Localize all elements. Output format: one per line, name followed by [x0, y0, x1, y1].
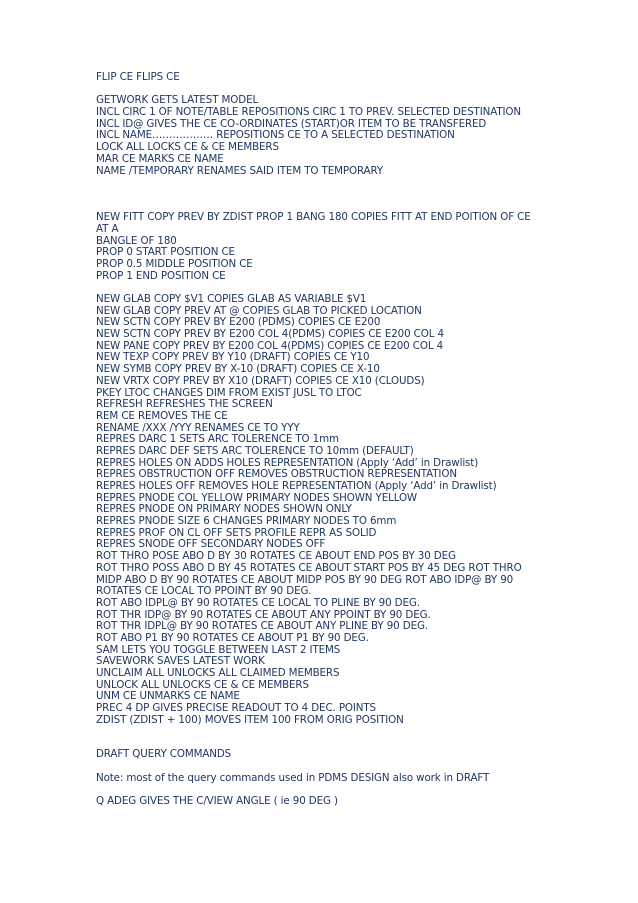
text-line: UNM CE UNMARKS CE NAME: [96, 690, 240, 703]
text-line: ROTATES CE LOCAL TO PPOINT BY 90 DEG.: [96, 585, 312, 598]
text-block-commands-1: [96, 95, 540, 177]
text-line: REFRESH REFRESHES THE SCREEN: [96, 398, 273, 411]
text-line: ROT ABO IDPL@ BY 90 ROTATES CE LOCAL TO PLINE BY 90 DEG.: [96, 596, 420, 609]
text-line: LOCK ALL LOCKS CE & CE MEMBERS: [96, 141, 279, 154]
text-line: AT A: [96, 222, 119, 235]
text-line: NAME /TEMPORARY RENAMES SAID ITEM TO TEMPORARY: [96, 164, 384, 177]
text-line: NEW FITT COPY PREV BY ZDIST PROP 1 BANG 180 COPIES FITT AT END POITION OF CE: [96, 211, 531, 224]
text-line: REPRES PNODE ON PRIMARY NODES SHOWN ONLY: [96, 503, 352, 516]
text-line: NEW VRTX COPY PREV BY X10 (DRAFT) COPIES CE X10 (CLOUDS): [96, 374, 425, 387]
text-line: SAM LETS YOU TOGGLE BETWEEN LAST 2 ITEMS: [96, 643, 341, 656]
text-line: MIDP ABO D BY 90 ROTATES CE ABOUT MIDP POS BY 90 DEG ROT ABO IDP@ BY 90: [96, 573, 514, 586]
text-line: REPRES HOLES OFF REMOVES HOLE REPRESENTATION (Apply ‘Add’ in Drawlist): [96, 480, 497, 492]
text-line: ROT THR IDP@ BY 90 ROTATES CE ABOUT ANY PPOINT BY 90 DEG.: [96, 608, 431, 621]
text-line: REPRES DARC DEF SETS ARC TOLERENCE TO 10mm (DEFAULT): [96, 444, 414, 457]
text-line: UNLOCK ALL UNLOCKS CE & CE MEMBERS: [96, 678, 309, 691]
text-line: PKEY LTOC CHANGES DIM FROM EXIST JUSL TO LTOC: [96, 386, 362, 399]
text-line: NEW SCTN COPY PREV BY E200 (PDMS) COPIES CE E200: [96, 316, 381, 329]
text-line: SAVEWORK SAVES LATEST WORK: [96, 655, 265, 668]
text-line: PROP 0.5 MIDDLE POSITION CE: [96, 257, 253, 270]
text-line: REPRES PROF ON CL OFF SETS PROFILE REPR AS SOLID: [96, 526, 377, 539]
text-line: GETWORK GETS LATEST MODEL: [96, 94, 259, 107]
text-line: NEW GLAB COPY $V1 COPIES GLAB AS VARIABLE $V1: [96, 293, 367, 305]
text-line: NEW SYMB COPY PREV BY X-10 (DRAFT) COPIES CE X-10: [96, 363, 380, 376]
text-line: ROT THR IDPL@ BY 90 ROTATES CE ABOUT ANY PLINE BY 90 DEG.: [96, 620, 428, 633]
document-page: [96, 72, 540, 808]
text-line: INCL CIRC 1 OF NOTE/TABLE REPOSITIONS CIRC 1 TO PREV. SELECTED DESTINATION: [96, 106, 521, 119]
text-line: REPRES SNODE OFF SECONDARY NODES OFF: [96, 538, 326, 551]
text-line: BANGLE OF 180: [96, 234, 177, 247]
text-line: REM CE REMOVES THE CE: [96, 409, 228, 422]
text-line: INCL ID@ GIVES THE CE CO-ORDINATES (START)OR ITEM TO BE TRANSFERED: [96, 117, 487, 130]
text-line: RENAME /XXX /YYY RENAMES CE TO YYY: [96, 421, 300, 434]
text-line: PROP 0 START POSITION CE: [96, 246, 235, 259]
text-line: PROP 1 END POSITION CE: [96, 269, 226, 282]
text-line: PREC 4 DP GIVES PRECISE READOUT TO 4 DEC. POINTS: [96, 702, 376, 715]
text-line: REPRES PNODE COL YELLOW PRIMARY NODES SHOWN YELLOW: [96, 491, 417, 504]
text-line: ROT THRO POSS ABO D BY 45 ROTATES CE ABOUT START POS BY 45 DEG ROT THRO: [96, 561, 522, 574]
text-line: NEW SCTN COPY PREV BY E200 COL 4(PDMS) COPIES CE E200 COL 4: [96, 328, 444, 341]
text-line: REPRES OBSTRUCTION OFF REMOVES OBSTRUCTION REPRESENTATION: [96, 468, 457, 481]
text-line: INCL NAME……………… REPOSITIONS CE TO A SELECTED DESTINATION: [96, 129, 455, 142]
text-line: ZDIST (ZDIST + 100) MOVES ITEM 100 FROM ORIG POSITION: [96, 713, 404, 726]
text-line: ROT ABO P1 BY 90 ROTATES CE ABOUT P1 BY 90 DEG.: [96, 631, 369, 644]
section-heading: DRAFT QUERY COMMANDS: [96, 748, 232, 761]
text-line: NEW GLAB COPY PREV AT @ COPIES GLAB TO PICKED LOCATION: [96, 304, 422, 317]
text-line: FLIP CE FLIPS CE: [96, 71, 180, 83]
text-line: UNCLAIM ALL UNLOCKS ALL CLAIMED MEMBERS: [96, 667, 340, 679]
note-text: Note: most of the query commands used in PDMS DESIGN also work in DRAFT: [96, 771, 490, 784]
text-block-commands-2: [96, 294, 540, 726]
text-block-flip: [96, 72, 540, 84]
text-block-new-fitt: [96, 212, 540, 282]
text-line: NEW TEXP COPY PREV BY Y10 (DRAFT) COPIES CE Y10: [96, 351, 370, 364]
text-line: REPRES PNODE SIZE 6 CHANGES PRIMARY NODES TO 6mm: [96, 515, 397, 528]
text-line: REPRES HOLES ON ADDS HOLES REPRESENTATION (Apply ‘Add’ in Drawlist): [96, 456, 479, 469]
text-line: MAR CE MARKS CE NAME: [96, 152, 224, 165]
text-line: ROT THRO POSE ABO D BY 30 ROTATES CE ABOUT END POS BY 30 DEG: [96, 550, 456, 563]
text-line: REPRES DARC 1 SETS ARC TOLERENCE TO 1mm: [96, 433, 339, 446]
text-line: NEW PANE COPY PREV BY E200 COL 4(PDMS) COPIES CE E200 COL 4: [96, 339, 444, 352]
query-text: Q ADEG GIVES THE C/VIEW ANGLE ( ie 90 DEG ): [96, 795, 338, 808]
